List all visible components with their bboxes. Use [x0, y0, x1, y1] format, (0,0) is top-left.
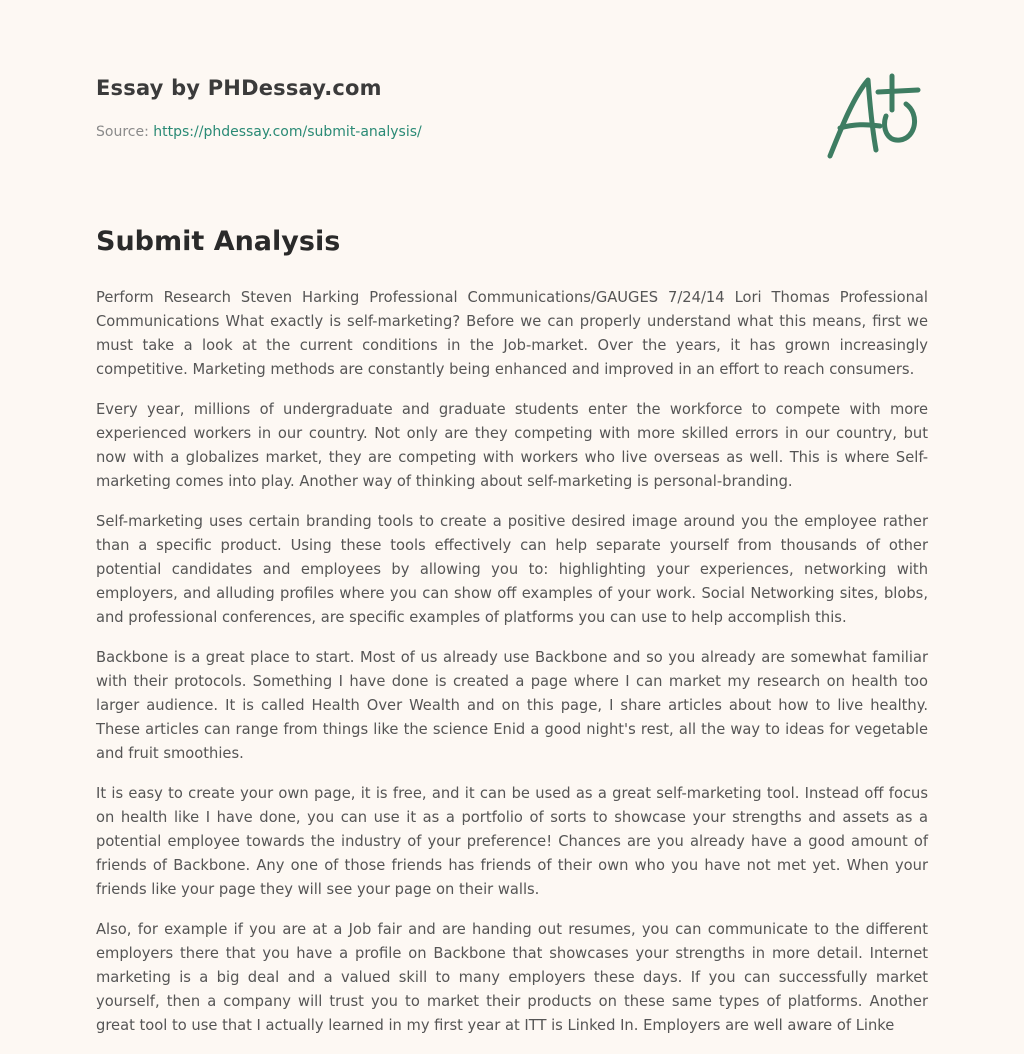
source-label: Source:	[96, 124, 154, 140]
essay-paragraph: It is easy to create your own page, it is free, and it can be used as a great self-marketing tool. Instead off focus on health like I have done, you can use it as a portfolio of sorts to showcase your strengths and assets as a potential employee towards the industry of your preference! Chances are you already have a good amount of friends of Backbone. Any one of those friends has friends of their own who you have not met yet. When your friends like your page they will see your page on their walls.	[96, 785, 928, 898]
essay-title: Submit Analysis	[96, 226, 341, 257]
essay-paragraph: Backbone is a great place to start. Most of us already use Backbone and so you already are somewhat familiar with their protocols. Something I have done is created a page where I can market my research on health too larger audience. It is called Health Over Wealth and on this page, I share articles about how to live healthy. These articles can range from things like the science Enid a good night's rest, all the way to ideas for vegetable and fruit smoothies.	[96, 649, 928, 762]
source-link[interactable]: https://phdessay.com/submit-analysis/	[153, 124, 422, 140]
essay-paragraph: Also, for example if you are at a Job fair and are handing out resumes, you can communicate to the different employers there that you have a profile on Backbone that showcases your strengths in more detail. Internet marketing is a big deal and a valued skill to many employers these days. If you can successfully market yourself, then a company will trust you to market their products on these same types of platforms. Another great tool to use that I actually learned in my first year at ITT is Linked In. Employers are well aware of Linke	[96, 921, 928, 1034]
site-brand: Essay by PHDessay.com	[96, 76, 382, 100]
essay-body	[96, 286, 928, 1054]
source-line	[96, 124, 422, 140]
essay-paragraph: Every year, millions of undergraduate and graduate students enter the workforce to compete with more experienced workers in our country. Not only are they competing with more skilled errors in our country, but now with a globalizes market, they are competing with workers who live overseas as well. This is where Self-marketing comes into play. Another way of thinking about self-marketing is personal-branding.	[96, 401, 928, 490]
a-plus-logo	[820, 66, 930, 166]
essay-paragraph: Self-marketing uses certain branding tools to create a positive desired image around you the employee rather than a specific product. Using these tools effectively can help separate yourself from thousands of other potential candidates and employees by allowing you to: highlighting your experiences, networking with employers, and alluding profiles where you can show off examples of your work. Social Networking sites, blobs, and professional conferences, are specific examples of platforms you can use to help accomplish this.	[96, 513, 928, 626]
essay-paragraph: Perform Research Steven Harking Professional Communications/GAUGES 7/24/14 Lori Thomas Professional Communications What exactly is self-marketing? Before we can properly understand what this means, first we must take a look at the current conditions in the Job-market. Over the years, it has grown increasingly competitive. Marketing methods are constantly being enhanced and improved in an effort to reach consumers.	[96, 289, 928, 378]
